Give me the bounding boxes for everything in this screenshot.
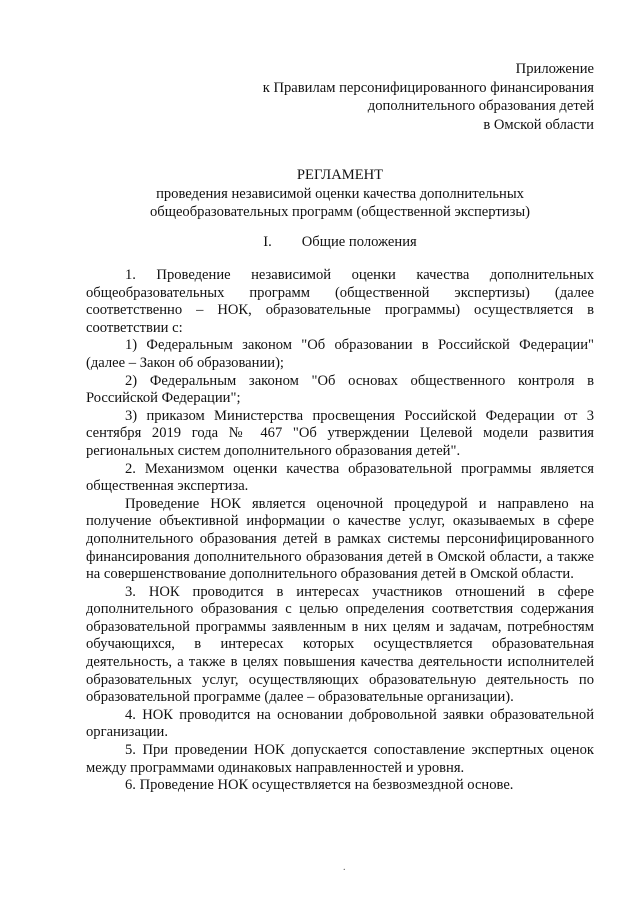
page-mark: . bbox=[343, 862, 346, 873]
document-title: РЕГЛАМЕНТ bbox=[296, 167, 384, 183]
document-subtitle-line: проведения независимой оценки качества дополнительных bbox=[156, 185, 524, 202]
paragraph: 6. Проведение НОК осуществляется на безвозмездной основе. bbox=[125, 777, 514, 794]
appendix-line: в Омской области bbox=[483, 116, 594, 133]
document-body bbox=[86, 267, 594, 795]
appendix-block bbox=[263, 60, 594, 134]
appendix-line: дополнительного образования детей bbox=[367, 98, 594, 115]
section-number: I. bbox=[263, 234, 272, 250]
paragraph: 4. НОК проводится на основании добровольной заявки образовательной организации. bbox=[86, 706, 594, 741]
paragraph: 3. НОК проводится в интересах участников отношений в сфере дополнительного образования с целью определения соответствия содержания образовательной программы заявленным в них целям и задачам, потребностям обучающихся, в интересах которых осуществляется образовательная деятельность, а также в целях повышения качества деятельности исполнителей образовательных услуг, осуществляющих образовательную деятельность по образовательной программе (далее – образовательные организации). bbox=[86, 583, 594, 706]
appendix-line: к Правилам персонифицированного финансирования bbox=[262, 79, 594, 96]
section-heading bbox=[86, 233, 594, 252]
section-title: Общие положения bbox=[301, 234, 417, 250]
paragraph: 2. Механизмом оценки качества образовательной программы является общественная экспертиза. bbox=[86, 460, 594, 495]
appendix-line: Приложение bbox=[515, 61, 594, 77]
paragraph: 2) Федеральным законом "Об основах общественного контроля в Российской Федерации"; bbox=[86, 372, 594, 407]
document-page bbox=[86, 0, 594, 905]
paragraph: Проведение НОК является оценочной процедурой и направлено на получение объективной информации о качестве услуг, оказываемых в сфере дополнительного образования детей в рамках системы персонифицированного финансирования дополнительного образования детей в Омской области, а также на совершенствование дополнительного образования детей в Омской области. bbox=[86, 495, 594, 583]
document-subtitle-line: общеобразовательных программ (общественной экспертизы) bbox=[150, 204, 530, 221]
paragraph: 5. При проведении НОК допускается сопоставление экспертных оценок между программами одинаковых направленностей и уровня. bbox=[86, 742, 594, 776]
paragraph: 3) приказом Министерства просвещения Российской Федерации от 3 сентября 2019 года № 467 "Об утверждении Целевой модели развития региональных систем дополнительного образования детей". bbox=[86, 407, 594, 459]
paragraph: 1) Федеральным законом "Об образовании в Российской Федерации" (далее – Закон об образовании); bbox=[86, 337, 594, 371]
document-title-block bbox=[86, 166, 594, 222]
paragraph: 1. Проведение независимой оценки качества дополнительных общеобразовательных программ (общественной экспертизы) (далее соответственно – НОК, образовательные программы) осуществляется в соответствии с: bbox=[86, 267, 594, 336]
